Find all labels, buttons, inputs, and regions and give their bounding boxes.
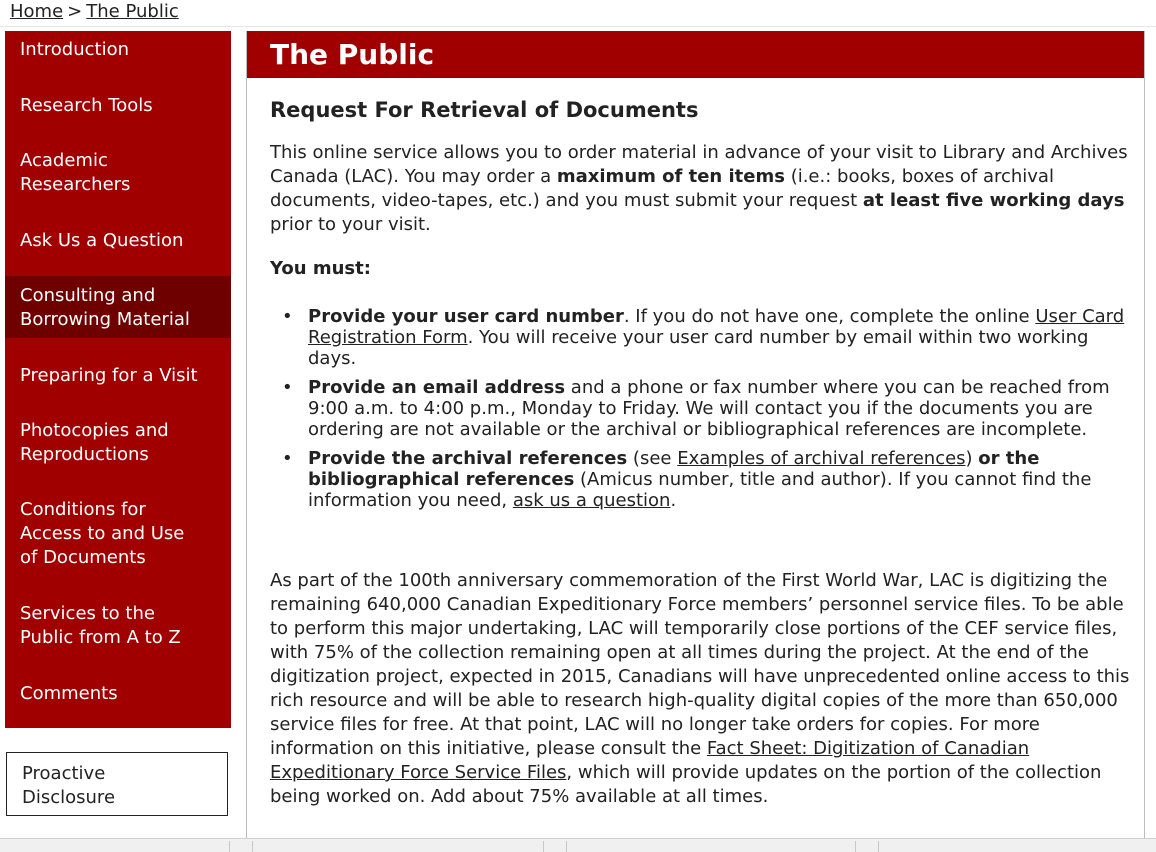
para-text: , which will provide updates on the portion of the collection being worked on. Add about 75% available at all times. bbox=[270, 762, 1102, 807]
sidebar-item-label: Public from A to Z bbox=[20, 627, 181, 648]
proactive-disclosure-label-line1: Proactive bbox=[22, 763, 106, 784]
status-segment bbox=[855, 841, 879, 852]
sidebar-item-label: Researchers bbox=[20, 174, 131, 195]
sidebar-item-label: Research Tools bbox=[20, 95, 153, 116]
intro-paragraph bbox=[270, 141, 1130, 237]
sidebar-item-label: Comments bbox=[20, 683, 118, 704]
sidebar-item-ask-us[interactable] bbox=[5, 229, 231, 267]
status-segment bbox=[543, 841, 567, 852]
sidebar-item-label: Services to the bbox=[20, 603, 155, 624]
bullet-text: (see bbox=[627, 448, 678, 469]
proactive-disclosure-label-line2: Disclosure bbox=[22, 787, 116, 808]
sidebar-item-label: Borrowing Material bbox=[20, 309, 190, 330]
bullet-icon: • bbox=[282, 448, 293, 469]
sidebar-item-label: Reproductions bbox=[20, 444, 149, 465]
sidebar-item-label: of Documents bbox=[20, 547, 146, 568]
intro-bold-five-days: at least five working days bbox=[862, 190, 1125, 211]
sidebar-item-label: Introduction bbox=[20, 39, 130, 60]
sidebar-item-consulting-borrowing[interactable] bbox=[5, 276, 231, 338]
status-segment bbox=[229, 841, 253, 852]
para-text: As part of the 100th anniversary commemoration of the First World War, LAC is digitizing the remaining 640,000 Canadian Expeditionary Force members’ personnel service files. To be able to perform this major undertaking, LAC will temporarily close portions of the CEF service files, with 75% of the collection remaining open at all times during the project. At the end of the digitization project, expected in 2015, Canadians will have unprecedented online access to this rich resource and will be able to research high-quality digital copies of the more than 650,000 service files for free. At that point, LAC will no longer take orders for copies. For more information on this initiative, please consult the bbox=[270, 570, 1130, 759]
sidebar-item-label: Consulting and bbox=[20, 285, 156, 306]
ask-us-question-link[interactable]: ask us a question bbox=[512, 490, 671, 511]
content-body bbox=[270, 97, 1130, 807]
sidebar-item-photocopies[interactable] bbox=[5, 419, 231, 473]
requirements-list bbox=[270, 306, 1132, 519]
sidebar-nav bbox=[5, 31, 231, 728]
main-content bbox=[246, 31, 1145, 841]
list-item bbox=[270, 306, 1132, 369]
bullet-text: (Amicus number, title and author). If you cannot find the information you need, bbox=[308, 469, 1092, 511]
sidebar-item-label: Access to and Use bbox=[20, 523, 185, 544]
sidebar-item-academic-researchers[interactable] bbox=[5, 149, 231, 203]
intro-text: (i.e.: books, boxes of archival documents, video-tapes, etc.) and you must submit your request bbox=[270, 166, 1054, 211]
page-title: The Public bbox=[247, 31, 1144, 78]
sidebar-item-introduction[interactable] bbox=[5, 38, 231, 76]
bullet-bold: or the bibliographical references bbox=[308, 448, 1040, 490]
list-item bbox=[270, 448, 1132, 511]
sidebar-item-label: Academic bbox=[20, 150, 108, 171]
breadcrumb-home-link[interactable]: Home bbox=[10, 1, 64, 22]
bullet-text: ) bbox=[965, 448, 979, 469]
bottom-status-bar bbox=[0, 838, 1156, 852]
breadcrumb-separator: > bbox=[67, 1, 83, 22]
bullet-bold: Provide an email address bbox=[308, 377, 566, 398]
sidebar-item-label: Photocopies and bbox=[20, 420, 169, 441]
top-divider bbox=[0, 26, 1156, 27]
archival-references-examples-link[interactable]: Examples of archival references bbox=[677, 448, 966, 469]
bullet-text: and a phone or fax number where you can be reached from 9:00 a.m. to 4:00 p.m., Monday to Friday. We will contact you if the documents you are ordering are not available or the archival or bibliographical references are incomplete. bbox=[308, 377, 1110, 440]
breadcrumb-current-link[interactable]: The Public bbox=[86, 1, 179, 22]
intro-text: prior to your visit. bbox=[270, 214, 431, 235]
bullet-icon: • bbox=[282, 377, 293, 398]
bullet-bold: Provide the archival references bbox=[308, 448, 628, 469]
bullet-bold: Provide your user card number bbox=[308, 306, 624, 327]
sidebar-item-preparing-visit[interactable] bbox=[5, 364, 231, 402]
sidebar-item-comments[interactable] bbox=[5, 682, 231, 720]
sidebar-item-research-tools[interactable] bbox=[5, 94, 231, 132]
sidebar-item-label: Preparing for a Visit bbox=[20, 365, 198, 386]
you-must-label: You must: bbox=[270, 258, 371, 279]
user-card-registration-link[interactable]: User Card Registration Form bbox=[308, 306, 1125, 348]
proactive-disclosure-link[interactable] bbox=[6, 752, 228, 816]
sidebar-item-conditions-access[interactable] bbox=[5, 498, 231, 576]
bullet-text: . You will receive your user card number by email within two working days. bbox=[308, 327, 1089, 369]
bullet-text: . bbox=[670, 490, 677, 511]
sidebar-item-label: Ask Us a Question bbox=[20, 230, 184, 251]
breadcrumb bbox=[10, 0, 179, 24]
sidebar-item-label: Conditions for bbox=[20, 499, 146, 520]
bullet-icon: • bbox=[282, 306, 293, 327]
bullet-text: . If you do not have one, complete the online bbox=[623, 306, 1036, 327]
intro-bold-max-items: maximum of ten items bbox=[556, 166, 785, 187]
fact-sheet-link[interactable]: Fact Sheet: Digitization of Canadian Expeditionary Force Service Files bbox=[270, 738, 1030, 783]
cef-digitization-paragraph bbox=[270, 569, 1132, 809]
intro-text: This online service allows you to order material in advance of your visit to Library and Archives Canada (LAC). You may order a bbox=[270, 142, 1128, 187]
sidebar-item-services-a-to-z[interactable] bbox=[5, 602, 231, 656]
section-heading: Request For Retrieval of Documents bbox=[270, 98, 699, 122]
list-item bbox=[270, 377, 1132, 440]
